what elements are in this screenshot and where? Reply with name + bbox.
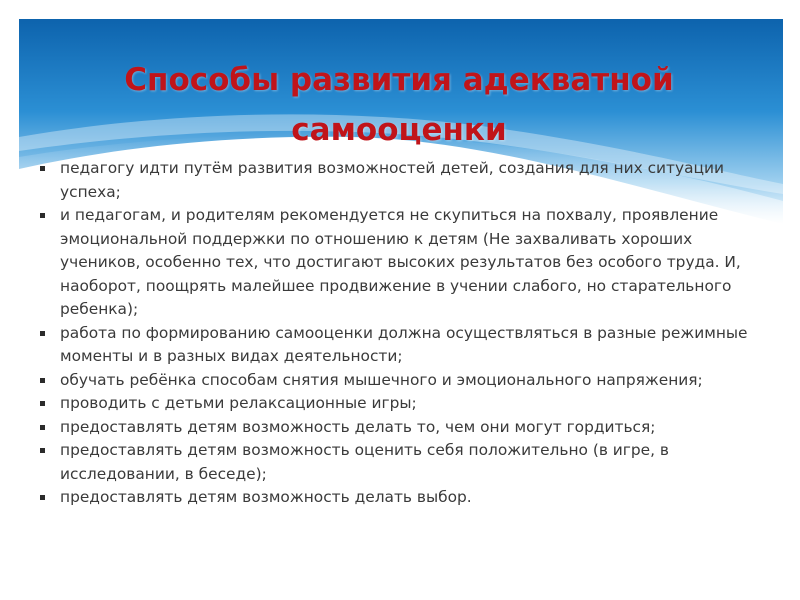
square-bullet-icon	[40, 401, 45, 406]
square-bullet-icon	[40, 331, 45, 336]
square-bullet-icon	[40, 378, 45, 383]
slide-title-line-1: Способы развития адекватной	[124, 62, 674, 98]
list-item	[33, 204, 773, 322]
bullet-list	[33, 157, 773, 510]
list-item-text: предоставлять детям возможность оценить себя положительно (в игре, в исследовании, в беседе);	[60, 441, 669, 483]
list-item	[33, 416, 773, 440]
list-item-text: и педагогам, и родителям рекомендуется не скупиться на похвалу, проявление эмоциональной поддержки по отношению к детям (Не захваливать хороших учеников, особенно тех, что достигают высоких результатов без особого труда. И, наоборот, поощрять малейшее продвижение в учении слабого, но старательного ребенка);	[60, 206, 741, 318]
list-item	[33, 439, 773, 486]
list-item-text: обучать ребёнка способам снятия мышечного и эмоционального напряжения;	[60, 370, 703, 389]
list-item	[33, 322, 773, 369]
square-bullet-icon	[40, 166, 45, 171]
list-item-text: работа по формированию самооценки должна осуществляться в разные режимные моменты и в разных видах деятельности;	[60, 323, 748, 365]
list-item-text: проводить с детьми релаксационные игры;	[60, 394, 417, 412]
slide-title-line-2: самооценки	[291, 112, 507, 148]
square-bullet-icon	[40, 495, 45, 500]
list-item	[33, 369, 773, 393]
list-item	[33, 392, 773, 416]
square-bullet-icon	[40, 425, 45, 430]
square-bullet-icon	[40, 448, 45, 453]
list-item-text: предоставлять детям возможность делать выбор.	[60, 488, 472, 506]
square-bullet-icon	[40, 213, 45, 218]
slide-title	[79, 55, 719, 155]
list-item-text: предоставлять детям возможность делать то, чем они могут гордиться;	[60, 417, 656, 436]
list-item	[33, 157, 773, 204]
slide	[19, 19, 783, 579]
list-item	[33, 486, 773, 510]
list-item-text: педагогу идти путём развития возможностей детей, создания для них ситуации успеха;	[60, 159, 725, 201]
